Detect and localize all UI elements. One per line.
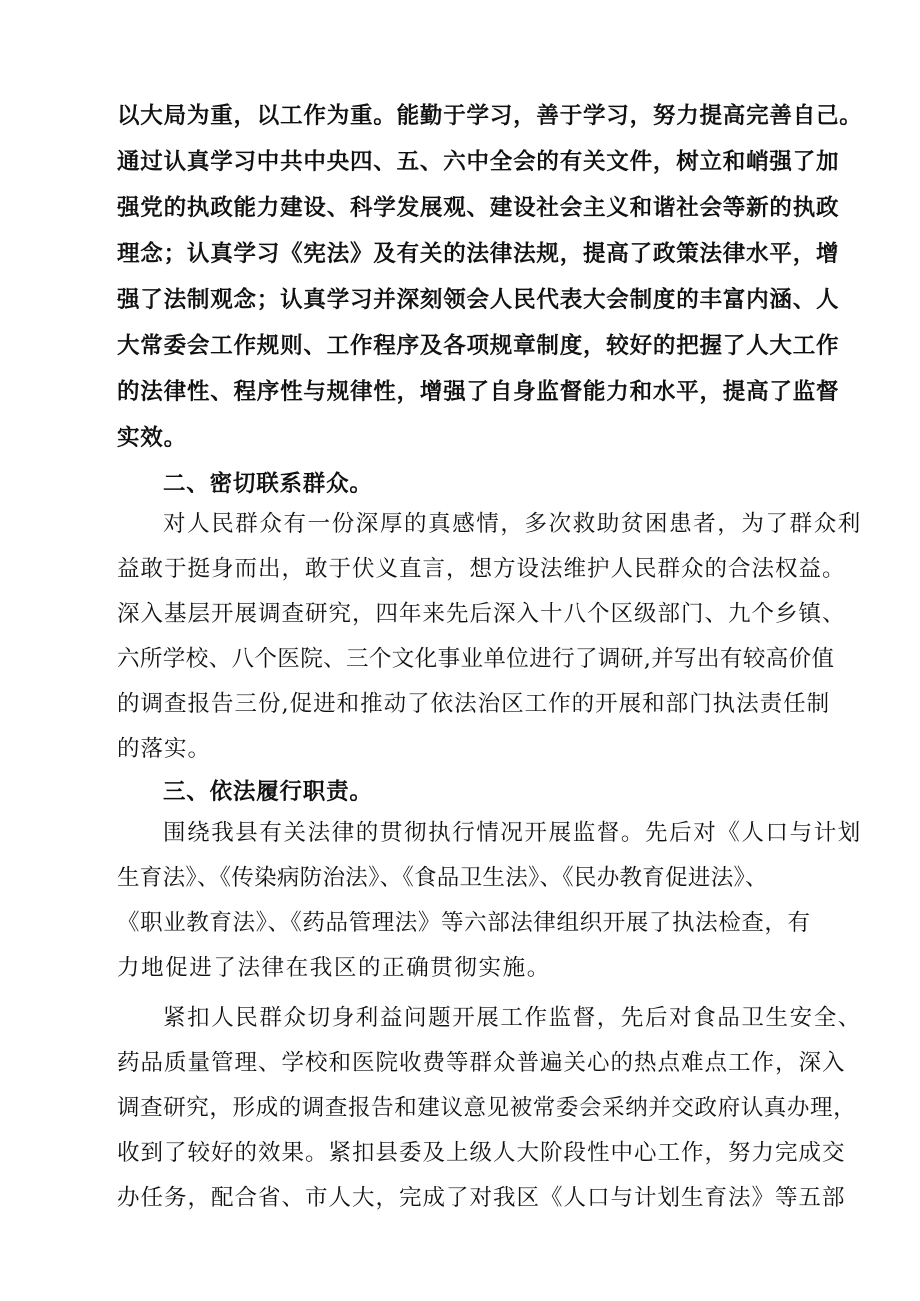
paragraph-2-line-3: 深入基层开展调查研究，四年来先后深入十八个区级部门、九个乡镇、 xyxy=(117,601,846,627)
paragraph-4-line-5: 办任务，配合省、市人大，完成了对我区《人口与计划生育法》等五部 xyxy=(117,1185,846,1211)
paragraph-1-line-6: 大常委会工作规则、工作程序及各项规章制度，较好的把握了人大工作 xyxy=(117,333,840,359)
paragraph-4-line-4: 收到了较好的效果。紧扣县委及上级人大阶段性中心工作，努力完成交 xyxy=(117,1140,846,1166)
paragraph-1-line-1: 以大局为重，以工作为重。能勤于学习，善于学习，努力提高完善自己。 xyxy=(117,103,863,129)
paragraph-1-line-5: 强了法制观念；认真学习并深刻领会人民代表大会制度的丰富内涵、人 xyxy=(117,287,840,313)
paragraph-1-line-2: 通过认真学习中共中央四、五、六中全会的有关文件，树立和峭强了加 xyxy=(117,149,840,175)
paragraph-4-line-2: 药品质量管理、学校和医院收费等群众普遍关心的热点难点工作，深入 xyxy=(117,1050,846,1076)
paragraph-1-line-4: 理念；认真学习《宪法》及有关的法律法规，提高了政策法律水平，增 xyxy=(117,241,840,267)
paragraph-4-line-1: 紧扣人民群众切身利益问题开展工作监督，先后对食品卫生安全、 xyxy=(163,1005,862,1031)
paragraph-1-line-3: 强党的执政能力建设、科学发展观、建设社会主义和谐社会等新的执政 xyxy=(117,195,840,221)
paragraph-4-line-3: 调查研究，形成的调查报告和建议意见被常委会采纳并交政府认真办理， xyxy=(117,1095,857,1121)
paragraph-1-line-8: 实效。 xyxy=(117,425,187,451)
heading-perform-duties: 三、依法履行职责。 xyxy=(163,779,373,805)
paragraph-3-line-2: 生育法》、《传染病防治法》、《食品卫生法》、《民办教育促进法》、 xyxy=(117,865,768,891)
paragraph-3-line-1: 围绕我县有关法律的贯彻执行情况开展监督。先后对《人口与计划 xyxy=(163,820,862,846)
paragraph-2-line-6: 的落实。 xyxy=(117,736,212,762)
paragraph-2-line-1: 对人民群众有一份深厚的真感情，多次救助贫困患者，为了群众利 xyxy=(163,511,862,537)
paragraph-2-line-5: 的调查报告三份,促进和推动了依法治区工作的开展和部门执法责任制 xyxy=(117,691,831,717)
paragraph-1-line-7: 的法律性、程序性与规律性，增强了自身监督能力和水平，提高了监督 xyxy=(117,379,840,405)
paragraph-2-line-4: 六所学校、八个医院、三个文化事业单位进行了调研,并写出有较高价值 xyxy=(117,646,835,672)
paragraph-3-line-3: 《职业教育法》、《药品管理法》等六部法律组织开展了执法检查，有 xyxy=(117,910,811,936)
heading-contact-masses: 二、密切联系群众。 xyxy=(163,471,373,497)
paragraph-3-line-4: 力地促进了法律在我区的正确贯彻实施。 xyxy=(117,955,551,981)
paragraph-2-line-2: 益敢于挺身而出，敢于伏义直言，想方设法维护人民群众的合法权益。 xyxy=(117,556,846,582)
